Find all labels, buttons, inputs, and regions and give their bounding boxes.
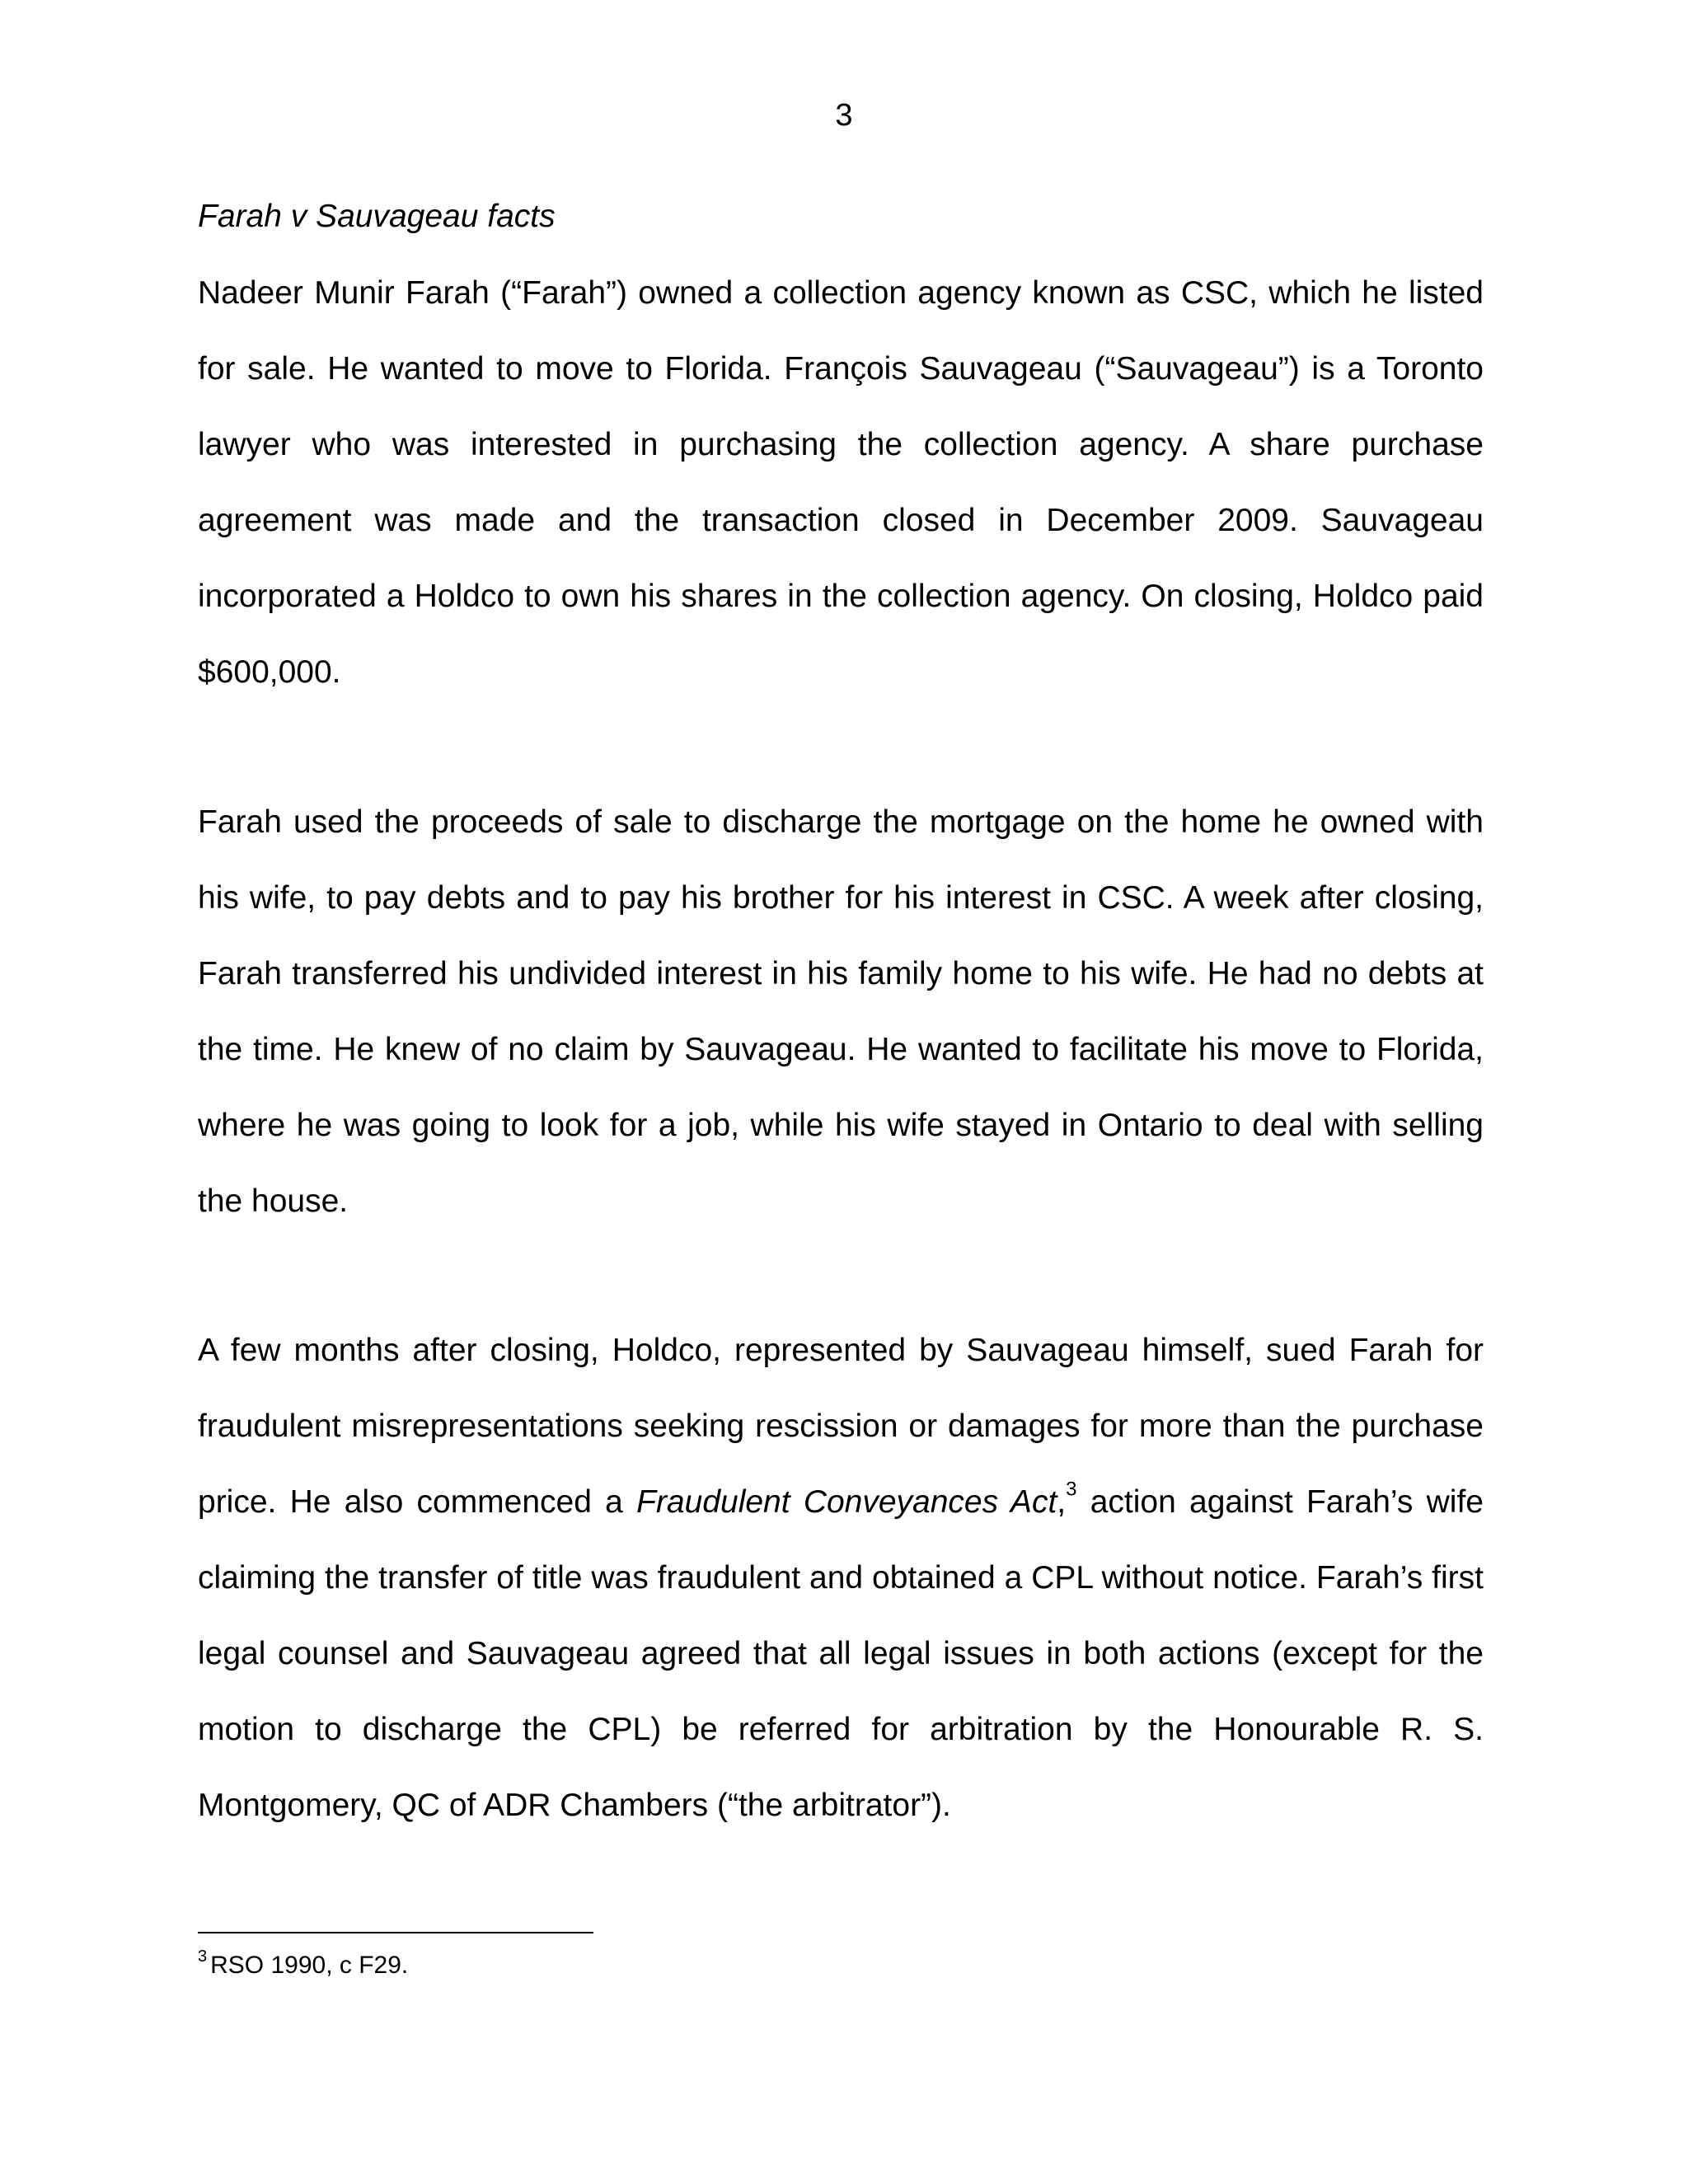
page-number: 3 [835, 98, 853, 133]
footnote-reference[interactable]: 3 [1066, 1478, 1077, 1501]
paragraph-3-text-end: action against Farah’s wife claiming the transfer of title was fraudulent and obtained a CPL without notice. Farah’s first legal counsel and Sauvageau agreed that all legal issues in both actions (except for the motion to discharge the CPL) be referred for arbitration by the Honourable R. S. Montgomery, QC of ADR Chambers (“the arbitrator”). [198, 1484, 1484, 1823]
footnote-3 [198, 1949, 408, 1982]
section-heading: Farah v Sauvageau facts [198, 199, 556, 234]
statute-title: Fraudulent Conveyances Act [636, 1484, 1057, 1520]
paragraph-2: Farah used the proceeds of sale to discharge the mortgage on the home he owned with his wife, to pay debts and to pay his brother for his interest in CSC. A week after closing, Farah transferred his undivided interest in his family home to his wife. He had no debts at the time. He knew of no claim by Sauvageau. He wanted to facilitate his move to Florida, where he was going to look for a job, while his wife stayed in Ontario to deal with selling the house. [198, 804, 1484, 1219]
paragraph-1: Nadeer Munir Farah (“Farah”) owned a collection agency known as CSC, which he listed for sale. He wanted to move to Florida. François Sauvageau (“Sauvageau”) is a Toronto lawyer who was interested in purchasing the collection agency. A share purchase agreement was made and the transaction closed in December 2009. Sauvageau incorporated a Holdco to own his shares in the collection agency. On closing, Holdco paid $600,000. [198, 275, 1484, 690]
statute-comma: , [1057, 1484, 1067, 1520]
footnote-separator [198, 1932, 593, 1933]
paragraph-3 [198, 1313, 1484, 1844]
footnote-text: RSO 1990, c F29. [210, 1952, 409, 1979]
footnote-number: 3 [198, 1947, 208, 1966]
paragraph-3-text-start: A few months after closing, Holdco, represented by Sauvageau himself, sued Farah for fraudulent misrepresentations seeking rescission or damages for more than the purchase price. He also commenced a [198, 1333, 1484, 1520]
